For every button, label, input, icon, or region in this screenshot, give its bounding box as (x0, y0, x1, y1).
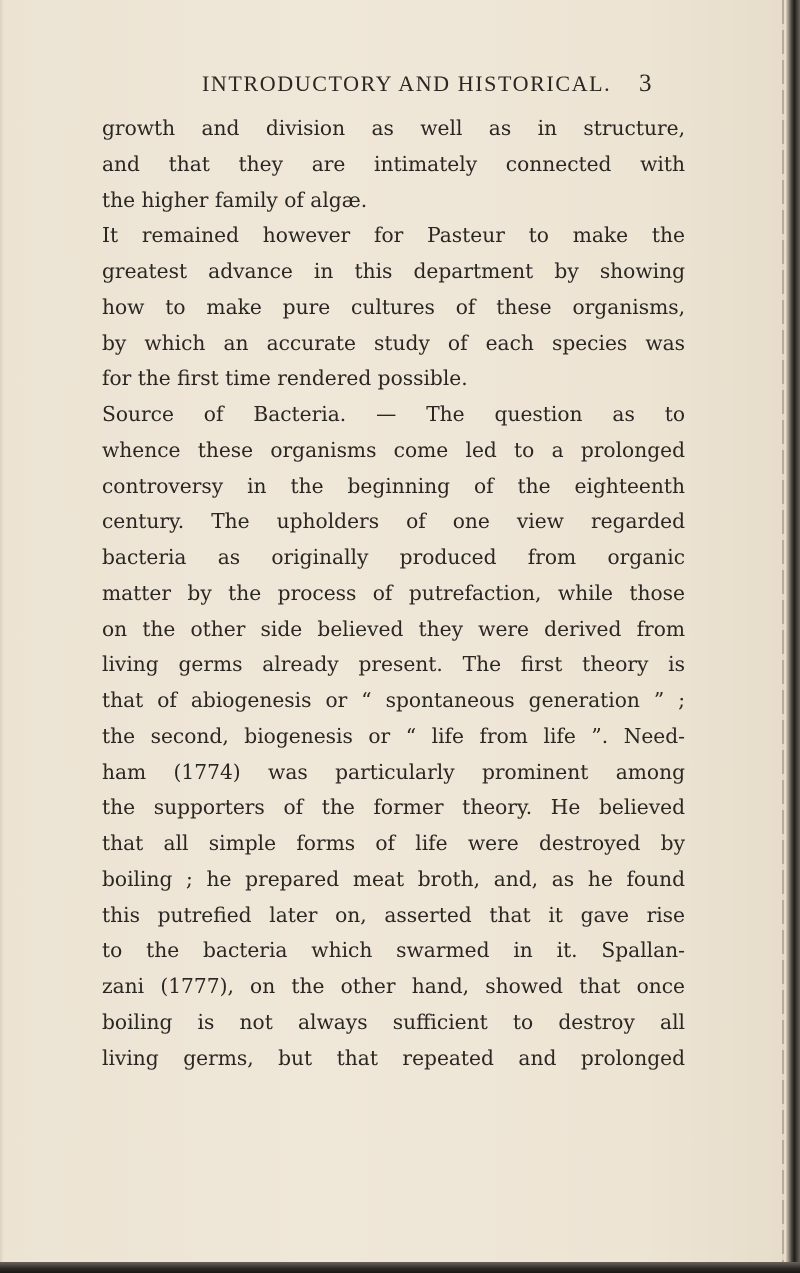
text-line: for the first time rendered possible. (102, 366, 468, 391)
text-line: boiling ; he prepared meat broth, and, as he found (102, 866, 685, 891)
text-line: that of abiogenesis or “ spontaneous generation ” ; (102, 688, 685, 712)
text-line: by which an accurate study of each species was (102, 330, 685, 355)
text-line: this putrefied later on, asserted that it gave rise (102, 902, 685, 927)
text-line: to the bacteria which swarmed in it. Spallan- (102, 938, 685, 963)
text-line: greatest advance in this department by showing (102, 259, 685, 283)
text-line: the higher family of algæ. (102, 187, 368, 212)
text-line: and that they are intimately connected with (102, 151, 685, 176)
binding-shadow-line (782, 0, 784, 1273)
text-line: century. The upholders of one view regarded (102, 509, 685, 534)
text-line: bacteria as originally produced from organic (102, 545, 685, 569)
binding-edge (786, 0, 800, 1273)
page-left-shade (0, 0, 4, 1273)
text-line: the supporters of the former theory. He believed (102, 795, 685, 820)
text-line: boiling is not always sufficient to destroy all (102, 1009, 685, 1034)
text-line: the second, biogenesis or “ life from life ”. Need- (102, 723, 685, 748)
text-line: matter by the process of putrefaction, while those (102, 580, 685, 605)
text-line: It remained however for Pasteur to make the (102, 223, 685, 248)
text-line: ham (1774) was particularly prominent among (102, 759, 685, 784)
running-head (0, 64, 800, 104)
running-title: INTRODUCTORY AND HISTORICAL. (202, 71, 612, 96)
text-line: zani (1777), on the other hand, showed that once (102, 974, 685, 998)
text-line: whence these organisms come led to a prolonged (102, 437, 685, 462)
page-number: 3 (639, 70, 652, 97)
text-line: controversy in the beginning of the eighteenth (102, 473, 685, 498)
text-line: that all simple forms of life were destroyed by (102, 831, 685, 855)
text-line: living germs already present. The first theory is (102, 652, 685, 677)
text-line: growth and division as well as in structure, (102, 116, 685, 140)
text-line: how to make pure cultures of these organisms, (102, 294, 685, 319)
text-line: living germs, but that repeated and prolonged (102, 1045, 685, 1070)
section-heading-line: Source of Bacteria. — The question as to (102, 402, 685, 426)
body-text (102, 111, 685, 1076)
page-bottom-edge (0, 1262, 800, 1273)
text-line: on the other side believed they were derived from (102, 616, 685, 641)
